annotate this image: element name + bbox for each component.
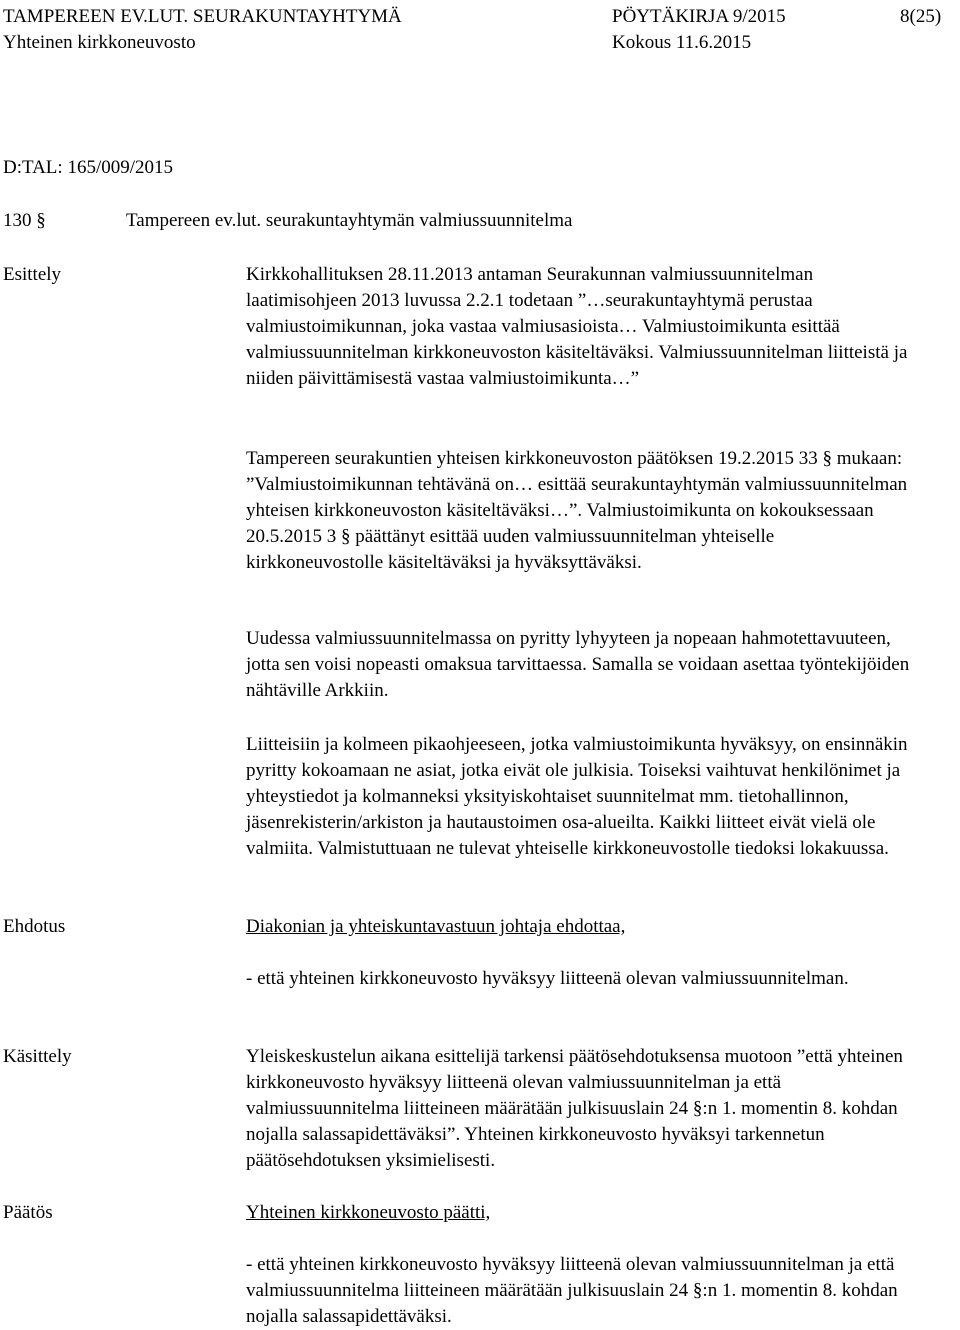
label-kasittely: Käsittely [3, 1046, 72, 1067]
esittely-body-2 [246, 446, 916, 576]
paatos-heading-text: Yhteinen kirkkoneuvosto päätti, [246, 1202, 491, 1223]
body-name: Yhteinen kirkkoneuvosto [3, 32, 196, 53]
section-title: Tampereen ev.lut. seurakuntayhtymän valmiussuunnitelma [126, 210, 573, 231]
esittely-body [246, 262, 916, 392]
esittely-paragraph-4: Liitteisiin ja kolmeen pikaohjeeseen, jotka valmiustoimikunta hyväksyy, on ensinnäkin pyritty kokoamaan ne asiat, jotka eivät ole julkisia. Toiseksi vaihtuvat henkilönimet ja yhteystiedot ja kolmanneksi yksityiskohtaiset suunnitelmat mm. tietohallinnon, jäsenrekisterin/arkiston ja hautaustoimen osa-alueilta. Kaikki liitteet eivät vielä ole valmiita. Valmistuttuaan ne tulevat yhteiselle kirkkoneuvostolle tiedoksi lokakuussa. [246, 734, 908, 859]
esittely-paragraph-2: Tampereen seurakuntien yhteisen kirkkoneuvoston päätöksen 19.2.2015 33 § mukaan: ”Valmiustoimikunnan tehtävänä on… esittää seurakuntayhtymän valmiussuunnitelman yhteisen kirkkoneuvoston käsiteltäväksi…”. Valmiustoimikunta on kokouksessaan 20.5.2015 3 § päättänyt esittää uuden valmiussuunnitelman yhteiselle kirkkoneuvostolle käsiteltäväksi ja hyväksyttäväksi. [246, 448, 908, 573]
page-number: 8(25) [900, 6, 942, 27]
ehdotus-body [246, 966, 916, 992]
esittely-paragraph-3: Uudessa valmiussuunnitelmassa on pyritty lyhyyteen ja nopeaan hahmotettavuuteen, jotta sen voisi nopeasti omaksua tarvittaessa. Samalla se voidaan asettaa työntekijöiden nähtäville Arkkiin. [246, 628, 910, 701]
record-number: D:TAL: 165/009/2015 [3, 157, 173, 178]
paatos-body [246, 1252, 916, 1330]
label-esittely: Esittely [3, 264, 62, 285]
kasittely-text: Yleiskeskustelun aikana esittelijä tarkensi päätösehdotuksensa muotoon ”että yhteinen kirkkoneuvosto hyväksyy liitteenä olevan valmiussuunnitelman ja että valmiussuunnitelma liitteineen määrätään julkisuuslain 24 §:n 1. momentin 8. kohdan nojalla salassapidettäväksi”. Yhteinen kirkkoneuvosto hyväksyi tarkennetun päätösehdotuksen yksimielisesti. [246, 1046, 903, 1171]
org-name: TAMPEREEN EV.LUT. SEURAKUNTAYHTYMÄ [3, 6, 402, 27]
esittely-paragraph-1: Kirkkohallituksen 28.11.2013 antaman Seurakunnan valmiussuunnitelman laatimisohjeen 2013 luvussa 2.2.1 todetaan ”…seurakuntayhtymä perustaa valmiustoimikunnan, joka vastaa valmiusasioista… Valmiustoimikunta esittää valmiussuunnitelman kirkkoneuvoston käsiteltäväksi. Valmiussuunnitelman liitteistä ja niiden päivittämisestä vastaa valmiustoimikunta…” [246, 264, 908, 389]
label-paatos: Päätös [3, 1202, 53, 1223]
label-ehdotus: Ehdotus [3, 916, 66, 937]
kasittely-body [246, 1044, 916, 1174]
ehdotus-heading-text: Diakonian ja yhteiskuntavastuun johtaja ehdottaa, [246, 916, 626, 937]
esittely-body-3 [246, 626, 916, 704]
paatos-text: - että yhteinen kirkkoneuvosto hyväksyy liitteenä olevan valmiussuunnitelman ja että valmiussuunnitelma liitteineen määrätään julkisuuslain 24 §:n 1. momentin 8. kohdan nojalla salassapidettäväksi. [246, 1254, 898, 1327]
esittely-body-4 [246, 732, 916, 862]
document-id: PÖYTÄKIRJA 9/2015 [612, 6, 786, 27]
meeting-date: Kokous 11.6.2015 [612, 32, 752, 53]
section-number: 130 § [3, 210, 46, 231]
paatos-heading [246, 1200, 916, 1226]
ehdotus-text: - että yhteinen kirkkoneuvosto hyväksyy liitteenä olevan valmiussuunnitelman. [246, 968, 849, 989]
ehdotus-heading [246, 914, 916, 940]
